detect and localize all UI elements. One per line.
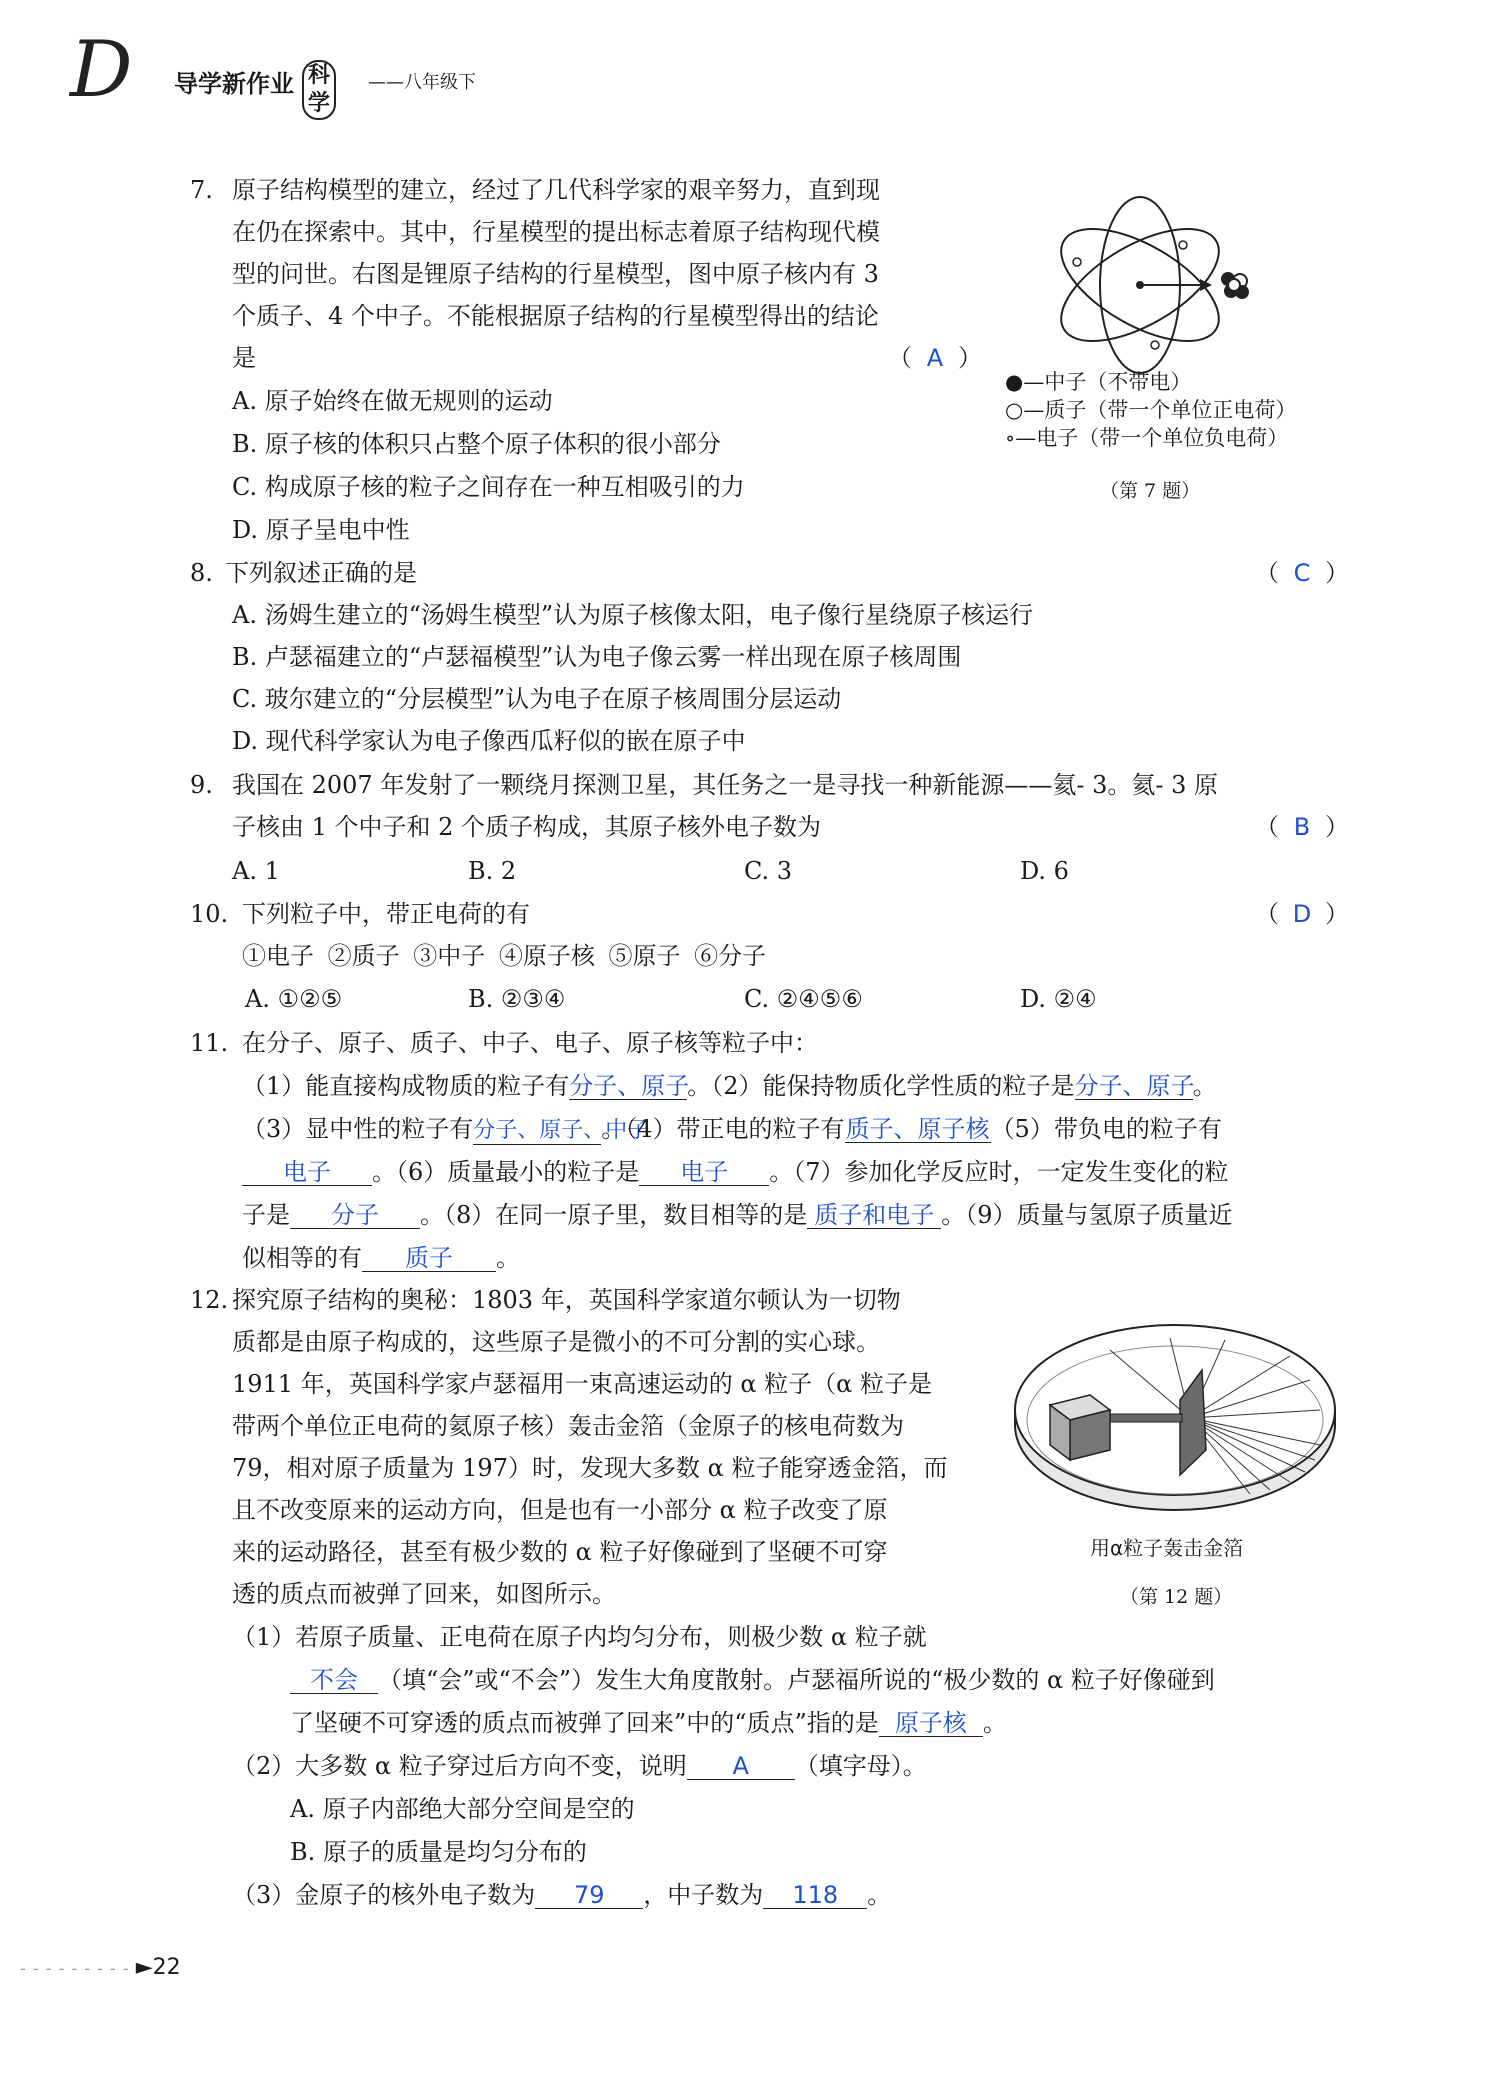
q9-option-a: A. 1 — [232, 857, 280, 885]
q11-text-9b: 似相等的有 — [242, 1244, 362, 1272]
q9-number: 9. — [190, 771, 213, 799]
page-number: 22 — [152, 1955, 181, 1980]
q12-sub2-line — [232, 1751, 927, 1781]
q12-line-1: 探究原子结构的奥秘：1803 年，英国科学家道尔顿认为一切物 — [232, 1286, 901, 1314]
logo-letter: D — [70, 25, 133, 115]
q12-sub1-line-1: （1）若原子质量、正电荷在原子内均匀分布，则极少数 α 粒子就 — [232, 1623, 927, 1651]
q12-line-4: 带两个单位正电荷的氦原子核）轰击金箔（金原子的核电荷数为 — [232, 1412, 904, 1440]
q12-sub1-text-3e: 。 — [982, 1709, 1007, 1737]
q11-text-8: 。（8）在同一原子里，数目相等的是 — [420, 1201, 808, 1229]
q12-sub1-text-2: （填“会”或“不会”）发生大角度散射。卢瑟福所说的“极少数的 α 粒子好像碰到 — [378, 1666, 1215, 1694]
q12-line-3: 1911 年，英国科学家卢瑟福用一束高速运动的 α 粒子（α 粒子是 — [232, 1370, 933, 1398]
q9-option-b: B. 2 — [468, 857, 517, 885]
q12-blank-4: 79 — [535, 1882, 643, 1909]
q7-line-5: 是 — [232, 344, 256, 372]
q11-text-4: 。（4）带正电的粒子有 — [601, 1115, 845, 1143]
q12-sub3-text-2: ，中子数为 — [643, 1881, 764, 1909]
q11-blank-7: 分子 — [290, 1202, 420, 1229]
q11-text-9e: 。 — [496, 1244, 520, 1272]
q11-line-4 — [242, 1200, 1233, 1230]
q12-sub3-text: （3）金原子的核外电子数为 — [232, 1881, 536, 1909]
q10-answer: D — [1292, 900, 1312, 928]
q8-option-a: A. 汤姆生建立的“汤姆生模型”认为原子核像太阳，电子像行星绕原子核运行 — [232, 601, 1034, 629]
q8-answer: C — [1293, 559, 1311, 587]
q9-option-c: C. 3 — [744, 857, 793, 885]
grade-label: ——八年级下 — [368, 72, 476, 93]
q8-stem: 下列叙述正确的是 — [225, 559, 417, 587]
q12-sub2-option-a: A. 原子内部绝大部分空间是空的 — [290, 1795, 635, 1823]
q7-number: 7. — [190, 176, 213, 204]
q9-answer: B — [1293, 813, 1311, 841]
q10-stem: 下列粒子中，带正电荷的有 — [242, 900, 530, 928]
q12-sub3-text-end: 。 — [867, 1881, 892, 1909]
q11-blank-4: 质子、原子核 — [845, 1115, 990, 1143]
q12-line-2: 质都是由原子构成的，这些原子是微小的不可分割的实心球。 — [232, 1328, 880, 1356]
q11-blank-6: 电子 — [639, 1159, 769, 1186]
page-arrow-icon: ► — [135, 1955, 153, 1980]
q7-answer: A — [926, 344, 944, 372]
q11-blank-9: 质子 — [362, 1245, 496, 1272]
q12-sub1-line-3 — [290, 1708, 1007, 1738]
q11-line-3 — [242, 1157, 1229, 1187]
q11-text-6: 。（6）质量最小的粒子是 — [372, 1158, 640, 1186]
q7-caption: （第 7 题） — [1100, 480, 1201, 502]
q12-line-8: 透的质点而被弹了回来，如图所示。 — [232, 1580, 616, 1608]
q7-option-a: A. 原子始终在做无规则的运动 — [232, 387, 553, 415]
q9-option-d: D. 6 — [1020, 857, 1069, 885]
q8-option-d: D. 现代科学家认为电子像西瓜籽似的嵌在原子中 — [232, 727, 746, 755]
q12-caption: （第 12 题） — [1120, 1586, 1233, 1608]
q12-sub2-text-end: （填字母）。 — [794, 1752, 927, 1780]
q10-answer-paren: （ D ） — [1255, 900, 1349, 928]
q11-number: 11. — [190, 1029, 229, 1057]
q7-line-2: 在仍在探索中。其中，行星模型的提出标志着原子结构现代模 — [232, 218, 880, 246]
q11-text-1: （1）能直接构成物质的粒子有 — [242, 1072, 570, 1100]
q11-blank-2: 分子、原子 — [1074, 1072, 1195, 1100]
nucleus-icon — [1221, 272, 1249, 299]
q8-number: 8. — [190, 559, 213, 587]
q11-blank-3: 分子、原子、中子 — [473, 1118, 650, 1143]
q9-line-1: 我国在 2007 年发射了一颗绕月探测卫星，其任务之一是寻找一种新能源——氦- 3。氦- 3 原 — [232, 771, 1218, 799]
q12-blank-2: 原子核 — [879, 1710, 983, 1737]
q10-option-a: A. ①②⑤ — [245, 985, 343, 1013]
q11-text-3: （3）显中性的粒子有 — [242, 1115, 474, 1143]
q11-text-5: （5）带负电的粒子有 — [990, 1115, 1222, 1143]
q12-line-7: 来的运动路径，甚至有极少数的 α 粒子好像碰到了坚硬不可穿 — [232, 1538, 888, 1566]
q11-blank-1: 分子、原子 — [569, 1072, 690, 1100]
q7-answer-paren: （ A ） — [888, 344, 982, 372]
legend-neutron: ●—中子（不带电） — [1005, 370, 1192, 394]
q11-text-7: 。（7）参加化学反应时，一定发生变化的粒 — [769, 1158, 1229, 1186]
lithium-atom-diagram — [1035, 195, 1265, 375]
q11-stem: 在分子、原子、质子、中子、电子、原子核等粒子中： — [242, 1029, 818, 1057]
q11-text-7b: 子是 — [242, 1201, 290, 1229]
q7-option-c: C. 构成原子核的粒子之间存在一种互相吸引的力 — [232, 473, 745, 501]
q12-blank-5: 118 — [763, 1882, 867, 1909]
q11-text-2e: 。 — [1192, 1072, 1217, 1100]
q7-line-3: 型的问世。右图是锂原子结构的行星模型，图中原子核内有 3 — [232, 260, 879, 288]
q11-blank-5: 电子 — [242, 1159, 372, 1186]
q11-line-2 — [242, 1114, 1222, 1145]
q7-option-b: B. 原子核的体积只占整个原子体积的很小部分 — [232, 430, 721, 458]
q11-line-1 — [242, 1071, 1217, 1101]
q8-option-c: C. 玻尔建立的“分层模型”认为电子在原子核周围分层运动 — [232, 685, 842, 713]
q10-items: ①电子 ②质子 ③中子 ④原子核 ⑤原子 ⑥分子 — [242, 942, 767, 970]
q7-line-4: 个质子、4 个中子。不能根据原子结构的行星模型得出的结论 — [232, 302, 879, 330]
gold-foil-experiment-diagram — [1010, 1300, 1340, 1550]
q11-line-5 — [242, 1243, 520, 1273]
q12-sub1-text-3: 了坚硬不可穿透的质点而被弹了回来”中的“质点”指的是 — [290, 1709, 879, 1737]
q7-option-d: D. 原子呈电中性 — [232, 516, 410, 544]
q12-sub2-option-b: B. 原子的质量是均匀分布的 — [290, 1838, 587, 1866]
q11-blank-8: 质子和电子 — [807, 1202, 941, 1229]
legend-electron: ∘—电子（带一个单位负电荷） — [1005, 426, 1289, 450]
q9-line-2: 子核由 1 个中子和 2 个质子构成，其原子核外电子数为 — [232, 813, 822, 841]
q12-blank-1: 不会 — [290, 1667, 378, 1694]
q12-figure-label: 用α粒子轰击金箔 — [1090, 1536, 1244, 1560]
subject-badge: 科学 — [302, 60, 336, 120]
q12-sub3-line — [232, 1880, 891, 1910]
q8-answer-paren: （ C ） — [1255, 559, 1349, 587]
q10-number: 10. — [190, 900, 229, 928]
q10-option-b: B. ②③④ — [468, 985, 566, 1013]
q11-text-2: 。（2）能保持物质化学性质的粒子是 — [687, 1072, 1075, 1100]
page-number-leader: - - - - - - - - - — [20, 1959, 136, 1978]
q12-sub1-line-2 — [290, 1665, 1215, 1695]
q12-blank-3: A — [687, 1753, 795, 1780]
q12-line-6: 且不改变原来的运动方向，但是也有一小部分 α 粒子改变了原 — [232, 1496, 888, 1524]
q12-sub2-text: （2）大多数 α 粒子穿过后方向不变，说明 — [232, 1752, 687, 1780]
legend-proton: ○—质子（带一个单位正电荷） — [1005, 398, 1297, 422]
q12-line-5: 79，相对原子质量为 197）时，发现大多数 α 粒子能穿透金箔，而 — [232, 1454, 948, 1482]
book-title: 导学新作业 — [174, 70, 294, 98]
q7-line-1: 原子结构模型的建立，经过了几代科学家的艰辛努力，直到现 — [232, 176, 880, 204]
page-number-block — [20, 1955, 181, 1980]
q9-answer-paren: （ B ） — [1255, 813, 1349, 841]
q10-option-c: C. ②④⑤⑥ — [744, 985, 863, 1013]
q12-number: 12. — [190, 1286, 229, 1314]
q11-text-9: 。（9）质量与氢原子质量近 — [941, 1201, 1233, 1229]
q8-option-b: B. 卢瑟福建立的“卢瑟福模型”认为电子像云雾一样出现在原子核周围 — [232, 643, 962, 671]
q10-option-d: D. ②④ — [1020, 985, 1097, 1013]
